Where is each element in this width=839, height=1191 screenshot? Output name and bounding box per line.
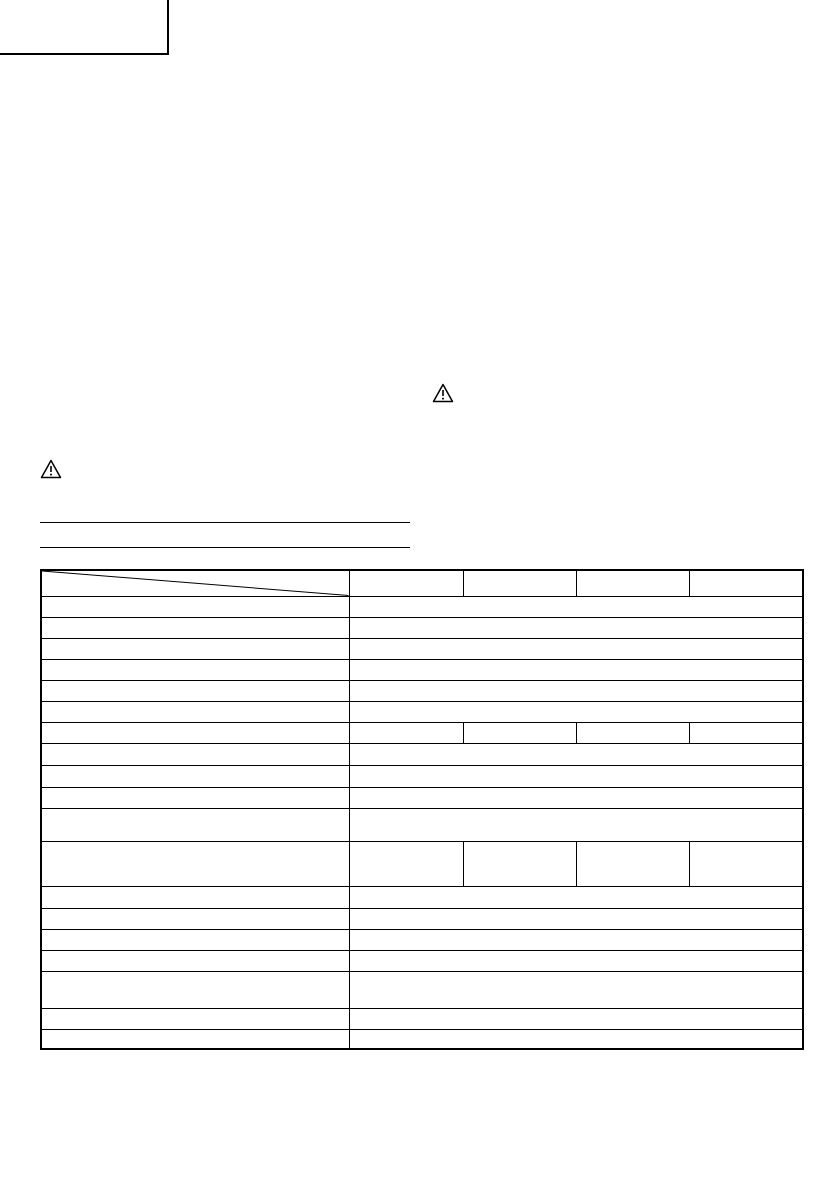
specifications-table [40, 569, 804, 1050]
row-value [349, 638, 803, 659]
row-label [41, 886, 349, 908]
table-header-cell [576, 570, 689, 596]
row-label [41, 950, 349, 971]
table-header-row [41, 570, 803, 596]
row-value [349, 841, 463, 886]
page-corner-tab [0, 0, 169, 55]
row-label [41, 638, 349, 659]
row-value [349, 680, 803, 701]
row-value [349, 908, 803, 929]
row-label [41, 659, 349, 680]
row-value [463, 841, 576, 886]
row-label [41, 908, 349, 929]
table-header-cell [689, 570, 803, 596]
row-label [41, 722, 349, 743]
table-row [41, 787, 803, 808]
row-label [41, 929, 349, 950]
row-value [349, 950, 803, 971]
table-row [41, 659, 803, 680]
row-label [41, 1008, 349, 1029]
row-value [349, 808, 803, 841]
table-row [41, 701, 803, 722]
table-row [41, 638, 803, 659]
row-value [576, 722, 689, 743]
table-row [41, 765, 803, 787]
table-corner-cell [41, 570, 349, 596]
table-row [41, 1008, 803, 1029]
table-row [41, 971, 803, 1008]
table-header-cell [463, 570, 576, 596]
row-label [41, 1029, 349, 1049]
row-value [689, 841, 803, 886]
table-row [41, 596, 803, 617]
row-value [349, 886, 803, 908]
row-value [349, 1008, 803, 1029]
warning-triangle-icon [40, 459, 62, 479]
underline-rule [40, 522, 410, 523]
row-label [41, 808, 349, 841]
row-value [349, 701, 803, 722]
row-value [349, 971, 803, 1008]
table-header-cell [349, 570, 463, 596]
row-value [349, 765, 803, 787]
row-value [349, 722, 463, 743]
table-row [41, 841, 803, 886]
row-value [349, 596, 803, 617]
row-value [349, 617, 803, 638]
table-row [41, 950, 803, 971]
table-row [41, 743, 803, 765]
row-label [41, 680, 349, 701]
row-label [41, 596, 349, 617]
table-row [41, 617, 803, 638]
table-row [41, 680, 803, 701]
row-label [41, 765, 349, 787]
row-label [41, 701, 349, 722]
row-label [41, 787, 349, 808]
row-value [349, 659, 803, 680]
table-row [41, 929, 803, 950]
row-label [41, 743, 349, 765]
row-value [349, 1029, 803, 1049]
row-value [349, 743, 803, 765]
table-row [41, 908, 803, 929]
row-value [689, 722, 803, 743]
row-value [349, 929, 803, 950]
row-value [576, 841, 689, 886]
table-row [41, 886, 803, 908]
table-row [41, 722, 803, 743]
row-value [349, 787, 803, 808]
warning-triangle-icon [432, 383, 454, 403]
table-row [41, 1029, 803, 1049]
row-label [41, 841, 349, 886]
underline-rule [40, 547, 410, 548]
row-label [41, 971, 349, 1008]
table-row [41, 808, 803, 841]
row-value [463, 722, 576, 743]
row-label [41, 617, 349, 638]
